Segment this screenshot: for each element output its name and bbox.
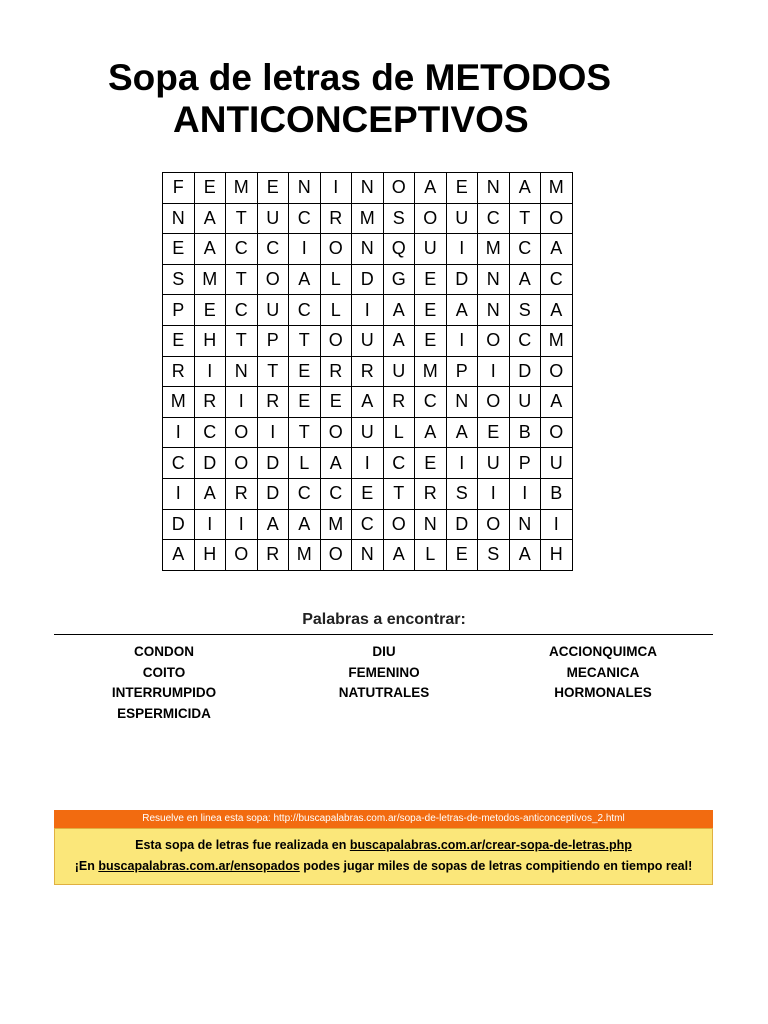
grid-cell: I [194,356,226,387]
grid-cell: E [352,478,384,509]
grid-cell: I [163,417,195,448]
grid-cell: T [226,203,258,234]
words-heading: Palabras a encontrar: [302,611,466,628]
grid-cell: L [415,540,447,571]
word-item: HORMONALES [554,685,652,700]
grid-cell: O [226,540,258,571]
grid-cell: C [509,325,541,356]
grid-cell: O [541,203,573,234]
grid-cell: L [383,417,415,448]
grid-cell: E [289,356,321,387]
grid-cell: D [352,264,384,295]
grid-cell: I [320,173,352,204]
grid-cell: R [352,356,384,387]
title-line-2: ANTICONCEPTIVOS [173,99,529,140]
grid-cell: Q [383,234,415,265]
grid-cell: E [415,264,447,295]
grid-cell: I [478,356,510,387]
grid-cell: S [509,295,541,326]
grid-cell: C [257,234,289,265]
grid-cell: M [415,356,447,387]
grid-cell: I [352,448,384,479]
grid-row [163,540,573,571]
grid-cell: P [446,356,478,387]
grid-cell: N [352,173,384,204]
grid-cell: N [352,540,384,571]
grid-cell: L [320,264,352,295]
grid-cell: R [194,387,226,418]
grid-cell: A [415,173,447,204]
grid-cell: D [257,448,289,479]
grid-cell: C [478,203,510,234]
word-item: COITO [142,664,186,680]
grid-row [163,203,573,234]
ensopados-link[interactable]: buscapalabras.com.ar/ensopados [98,859,300,873]
grid-cell: U [352,417,384,448]
grid-cell: M [478,234,510,265]
grid-cell: E [446,540,478,571]
grid-cell: G [383,264,415,295]
grid-cell: E [257,173,289,204]
grid-cell: A [163,540,195,571]
grid-cell: A [446,295,478,326]
grid-cell: S [383,203,415,234]
grid-cell: A [541,234,573,265]
grid-cell: D [257,478,289,509]
grid-cell: I [478,478,510,509]
grid-cell: O [226,417,258,448]
grid-cell: U [541,448,573,479]
grid-cell: O [415,203,447,234]
grid-cell: H [194,325,226,356]
grid-cell: U [383,356,415,387]
grid-row [163,295,573,326]
grid-cell: D [163,509,195,540]
grid-cell: C [226,234,258,265]
word-item: CONDON [134,644,194,659]
grid-cell: I [226,509,258,540]
promo-box [54,828,713,885]
grid-cell: O [383,509,415,540]
grid-cell: C [541,264,573,295]
grid-cell: T [226,325,258,356]
grid-cell: I [352,295,384,326]
grid-cell: O [226,448,258,479]
grid-cell: E [163,325,195,356]
grid-cell: A [383,325,415,356]
word-column-2 [274,642,494,704]
grid-cell: C [194,417,226,448]
promo-row-2 [55,859,712,873]
grid-cell: O [320,234,352,265]
grid-cell: R [320,356,352,387]
grid-cell: M [194,264,226,295]
grid-cell: C [415,387,447,418]
grid-cell: N [352,234,384,265]
grid-cell: N [478,295,510,326]
grid-cell: E [446,173,478,204]
grid-cell: T [257,356,289,387]
word-item: ESPERMICIDA [117,705,211,721]
grid-cell: M [541,173,573,204]
grid-cell: O [478,325,510,356]
grid-cell: N [415,509,447,540]
grid-cell: C [352,509,384,540]
grid-cell: R [320,203,352,234]
grid-cell: S [478,540,510,571]
grid-cell: U [478,448,510,479]
grid-cell: C [383,448,415,479]
promo-row-1-text: Esta sopa de letras fue realizada en [135,838,350,852]
word-item: INTERRUMPIDO [111,685,217,700]
grid-cell: E [415,325,447,356]
grid-cell: R [257,387,289,418]
word-column-3 [493,642,713,704]
grid-row [163,356,573,387]
grid-cell: L [289,448,321,479]
grid-cell: O [320,417,352,448]
grid-cell: U [509,387,541,418]
word-item: NATUTRALES [338,685,430,700]
word-item: MECANICA [566,664,640,680]
word-item: FEMENINO [348,664,420,680]
grid-cell: C [163,448,195,479]
grid-cell: A [509,264,541,295]
grid-cell: E [320,387,352,418]
grid-cell: M [163,387,195,418]
grid-cell: E [478,417,510,448]
grid-cell: N [163,203,195,234]
grid-cell: I [257,417,289,448]
grid-cell: N [478,173,510,204]
grid-cell: O [541,417,573,448]
grid-cell: A [352,387,384,418]
grid-cell: F [163,173,195,204]
grid-cell: A [541,387,573,418]
grid-cell: U [446,203,478,234]
grid-cell: A [289,264,321,295]
grid-cell: I [226,387,258,418]
grid-cell: M [320,509,352,540]
grid-cell: A [383,295,415,326]
grid-cell: A [289,509,321,540]
grid-cell: D [509,356,541,387]
grid-cell: N [226,356,258,387]
grid-cell: I [194,509,226,540]
grid-cell: C [289,295,321,326]
grid-cell: R [415,478,447,509]
grid-cell: E [194,173,226,204]
grid-cell: C [320,478,352,509]
promo-row-2-suffix: podes jugar miles de sopas de letras compitiendo en tiempo real! [299,859,693,873]
grid-cell: T [289,325,321,356]
grid-cell: A [257,509,289,540]
grid-row [163,417,573,448]
grid-cell: I [541,509,573,540]
grid-cell: O [257,264,289,295]
grid-cell: R [383,387,415,418]
grid-row [163,478,573,509]
grid-cell: H [541,540,573,571]
grid-cell: O [320,325,352,356]
grid-cell: A [446,417,478,448]
grid-cell: A [194,478,226,509]
letter-grid [162,172,573,571]
online-link-banner[interactable]: Resuelve en linea esta sopa: http://buscapalabras.com.ar/sopa-de-letras-de-metodos-anticonceptivos_2.html [54,810,713,828]
grid-row [163,173,573,204]
grid-cell: I [446,448,478,479]
grid-cell: P [257,325,289,356]
grid-cell: D [446,264,478,295]
grid-cell: B [541,478,573,509]
word-item: ACCIONQUIMCA [549,644,657,659]
grid-cell: T [509,203,541,234]
promo-row-2-prefix: ¡En [74,859,99,873]
grid-cell: A [383,540,415,571]
grid-cell: U [257,295,289,326]
grid-row [163,448,573,479]
grid-row [163,264,573,295]
grid-cell: A [541,295,573,326]
grid-cell: I [446,234,478,265]
grid-cell: O [320,540,352,571]
grid-cell: E [163,234,195,265]
grid-cell: C [289,478,321,509]
grid-cell: A [194,203,226,234]
grid-cell: C [226,295,258,326]
grid-cell: U [257,203,289,234]
grid-cell: P [163,295,195,326]
grid-cell: U [352,325,384,356]
grid-cell: A [194,234,226,265]
grid-cell: U [415,234,447,265]
grid-cell: D [446,509,478,540]
grid-cell: R [163,356,195,387]
grid-cell: S [446,478,478,509]
grid-cell: O [478,387,510,418]
grid-cell: N [478,264,510,295]
grid-cell: I [289,234,321,265]
grid-cell: T [383,478,415,509]
grid-row [163,325,573,356]
grid-cell: I [509,478,541,509]
grid-cell: D [194,448,226,479]
grid-cell: N [509,509,541,540]
grid-cell: A [415,417,447,448]
grid-cell: E [289,387,321,418]
grid-cell: I [163,478,195,509]
create-link[interactable]: buscapalabras.com.ar/crear-sopa-de-letras.php [349,838,632,852]
grid-cell: O [541,356,573,387]
grid-cell: E [415,448,447,479]
grid-cell: B [509,417,541,448]
grid-cell: M [289,540,321,571]
grid-cell: R [257,540,289,571]
grid-cell: O [383,173,415,204]
grid-cell: O [478,509,510,540]
grid-cell: C [509,234,541,265]
grid-cell: E [194,295,226,326]
title-line-1: Sopa de letras de METODOS [108,57,612,98]
word-column-1 [54,642,274,724]
grid-row [163,509,573,540]
grid-row [163,387,573,418]
grid-cell: R [226,478,258,509]
grid-cell: I [446,325,478,356]
grid-cell: A [509,173,541,204]
grid-cell: M [541,325,573,356]
grid-row [163,234,573,265]
grid-cell: H [194,540,226,571]
promo-row-1 [55,838,712,852]
grid-cell: N [446,387,478,418]
grid-cell: A [320,448,352,479]
grid-cell: M [226,173,258,204]
grid-cell: E [415,295,447,326]
grid-cell: L [320,295,352,326]
grid-cell: S [163,264,195,295]
word-item: DIU [372,644,396,659]
grid-cell: P [509,448,541,479]
grid-cell: M [352,203,384,234]
grid-cell: C [289,203,321,234]
grid-cell: T [226,264,258,295]
divider [54,634,713,635]
grid-cell: A [509,540,541,571]
grid-cell: T [289,417,321,448]
grid-cell: N [289,173,321,204]
